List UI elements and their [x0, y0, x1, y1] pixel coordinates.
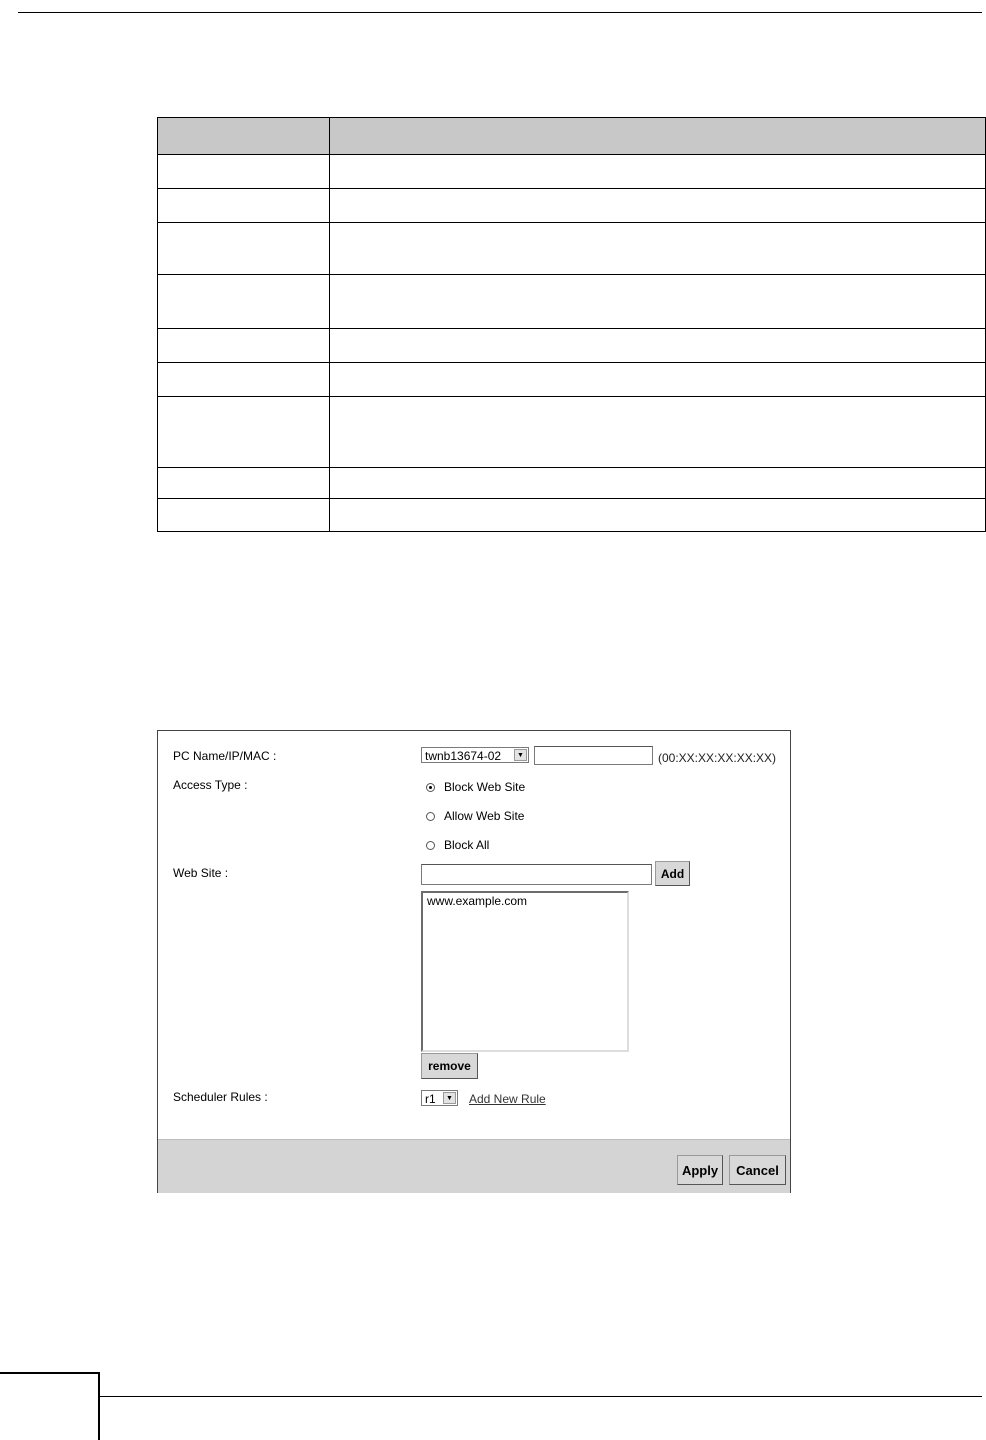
table-row	[158, 468, 986, 499]
url-filter-panel	[157, 730, 791, 1193]
mac-format-hint: (00:XX:XX:XX:XX:XX)	[658, 751, 777, 765]
scheduler-rules-label: Scheduler Rules :	[173, 1090, 268, 1104]
table-row	[158, 155, 986, 189]
radio-label: Block Web Site	[444, 780, 526, 794]
radio-label: Allow Web Site	[444, 809, 525, 823]
mac-address-input[interactable]	[534, 746, 653, 765]
web-site-list[interactable]	[421, 891, 629, 1052]
radio-unselected-icon[interactable]	[426, 841, 435, 850]
table-row	[158, 363, 986, 397]
radio-block-web-site[interactable]	[426, 780, 525, 794]
table-row	[158, 397, 986, 468]
description-table	[157, 117, 986, 532]
table-header-description	[330, 118, 986, 155]
table-header-row	[158, 118, 986, 155]
table-cell	[158, 189, 330, 223]
table-cell	[158, 499, 330, 532]
table-cell	[330, 223, 986, 275]
table-cell	[158, 155, 330, 189]
apply-button[interactable]: Apply	[677, 1155, 723, 1185]
table-cell	[158, 397, 330, 468]
chevron-down-icon[interactable]: ▼	[514, 749, 527, 761]
radio-block-all[interactable]	[426, 838, 489, 852]
table-cell	[330, 363, 986, 397]
add-button[interactable]: Add	[655, 861, 690, 886]
access-type-label: Access Type :	[173, 778, 248, 792]
web-site-label: Web Site :	[173, 866, 229, 880]
table-cell	[330, 397, 986, 468]
panel-footer	[158, 1139, 790, 1193]
table-cell	[158, 363, 330, 397]
footer-rule	[100, 1396, 982, 1397]
table-cell	[158, 468, 330, 499]
table-row	[158, 189, 986, 223]
table-cell	[158, 223, 330, 275]
pc-name-label: PC Name/IP/MAC :	[173, 749, 277, 763]
pc-name-select[interactable]	[421, 747, 529, 763]
cancel-button[interactable]: Cancel	[729, 1155, 786, 1185]
table-row	[158, 223, 986, 275]
table-cell	[330, 499, 986, 532]
table-cell	[158, 275, 330, 329]
radio-unselected-icon[interactable]	[426, 812, 435, 821]
pc-name-select-value: twnb13674-02	[425, 749, 502, 763]
remove-button[interactable]: remove	[421, 1053, 478, 1079]
table-cell	[158, 329, 330, 363]
scheduler-rule-select[interactable]	[421, 1090, 458, 1106]
header-rule	[18, 12, 982, 13]
table-cell	[330, 189, 986, 223]
table-cell	[330, 275, 986, 329]
radio-allow-web-site[interactable]	[426, 809, 524, 823]
table-row	[158, 275, 986, 329]
table-cell	[330, 329, 986, 363]
table-header-label	[158, 118, 330, 155]
add-new-rule-link[interactable]: Add New Rule	[469, 1092, 546, 1106]
radio-label: Block All	[444, 838, 490, 852]
table-row	[158, 329, 986, 363]
table-cell	[330, 468, 986, 499]
page-number-box	[0, 1372, 100, 1440]
chevron-down-icon[interactable]: ▼	[443, 1092, 456, 1104]
web-site-input[interactable]	[421, 864, 652, 885]
scheduler-select-value: r1	[425, 1092, 436, 1106]
list-item[interactable]: www.example.com	[427, 894, 528, 908]
table-cell	[330, 155, 986, 189]
radio-selected-icon[interactable]	[426, 783, 435, 792]
table-row	[158, 499, 986, 532]
